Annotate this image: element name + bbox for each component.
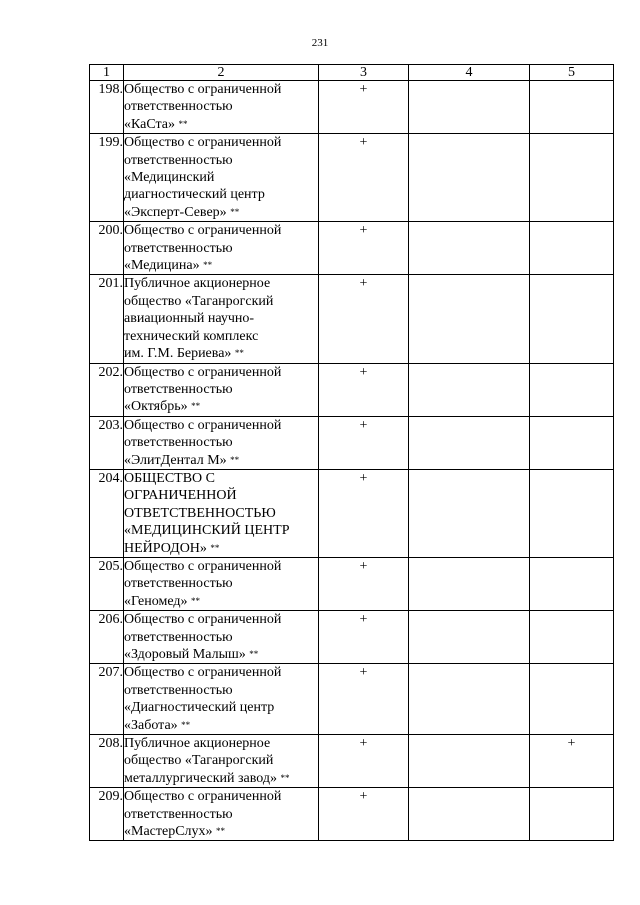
row-number: 204. [90, 469, 124, 557]
organization-name [124, 81, 319, 134]
row-number: 201. [90, 275, 124, 363]
organization-name-line [124, 398, 318, 415]
organization-name-line [124, 381, 318, 398]
organization-name-line [124, 345, 318, 362]
row-number: 206. [90, 611, 124, 664]
table-row [90, 416, 614, 469]
organization-name-line [124, 593, 318, 610]
organization-name-text: ОБЩЕСТВО С [124, 470, 215, 486]
column-3-mark: + [319, 557, 409, 610]
footnote-marker: ** [234, 348, 244, 359]
column-4-mark [409, 416, 530, 469]
column-header-4: 4 [409, 65, 530, 81]
organization-name [124, 664, 319, 735]
header-row [90, 65, 614, 81]
organization-name [124, 735, 319, 788]
organization-name-text: ответственностью [124, 682, 233, 698]
organization-name-text: «МастерСлух» [124, 824, 213, 840]
table-row [90, 275, 614, 363]
column-5-mark [530, 416, 614, 469]
organization-name-text: им. Г.М. Бериева» [124, 346, 232, 362]
organization-name-line [124, 116, 318, 133]
organization-name-line [124, 699, 318, 716]
column-4-mark [409, 557, 530, 610]
column-5-mark [530, 275, 614, 363]
organization-name-line [124, 257, 318, 274]
organization-name-line [124, 505, 318, 522]
organization-name-text: «Эксперт-Север» [124, 204, 227, 220]
organization-name-line [124, 275, 318, 292]
organization-name-line [124, 222, 318, 239]
organization-name [124, 134, 319, 222]
column-3-mark: + [319, 664, 409, 735]
organization-name-text: «МЕДИЦИНСКИЙ ЦЕНТР [124, 523, 290, 539]
column-4-mark [409, 469, 530, 557]
organization-name [124, 416, 319, 469]
column-3-mark: + [319, 134, 409, 222]
organization-name-line [124, 328, 318, 345]
column-3-mark: + [319, 363, 409, 416]
organization-name-line [124, 204, 318, 221]
column-5-mark [530, 363, 614, 416]
footnote-marker: ** [203, 260, 213, 271]
organization-name-line [124, 152, 318, 169]
column-5-mark [530, 788, 614, 841]
organization-name [124, 363, 319, 416]
organization-name-text: Общество с ограниченной [124, 558, 282, 574]
table-row [90, 788, 614, 841]
organization-name-text: ответственностью [124, 240, 233, 256]
column-3-mark: + [319, 81, 409, 134]
column-3-mark: + [319, 275, 409, 363]
column-3-mark: + [319, 611, 409, 664]
table-row [90, 611, 614, 664]
column-4-mark [409, 664, 530, 735]
organization-name-line [124, 575, 318, 592]
organization-name-text: «Здоровый Малыш» [124, 647, 246, 662]
column-3-mark: + [319, 469, 409, 557]
row-number: 199. [90, 134, 124, 222]
organization-name-line [124, 98, 318, 115]
row-number: 202. [90, 363, 124, 416]
organization-name [124, 557, 319, 610]
organization-name-text: авиационный научно- [124, 311, 255, 327]
column-5-mark [530, 222, 614, 275]
organization-name-line [124, 522, 318, 539]
organization-name-text: общество «Таганрогский [124, 753, 274, 769]
organization-name-line [124, 682, 318, 699]
column-5-mark [530, 557, 614, 610]
organization-name-line [124, 240, 318, 257]
organization-name-text: ответственностью [124, 381, 233, 397]
row-number: 200. [90, 222, 124, 275]
row-number: 198. [90, 81, 124, 134]
organization-name [124, 611, 319, 664]
organization-name-text: ответственностью [124, 806, 233, 822]
column-4-mark [409, 363, 530, 416]
table-row [90, 222, 614, 275]
organization-name-line [124, 717, 318, 734]
column-3-mark: + [319, 735, 409, 788]
organization-name-text: «Медицина» [124, 258, 200, 274]
organization-name-line [124, 646, 318, 663]
organization-name-line [124, 81, 318, 98]
column-4-mark [409, 788, 530, 841]
organization-name-line [124, 186, 318, 203]
organization-name [124, 275, 319, 363]
column-4-mark [409, 735, 530, 788]
footnote-marker: ** [190, 595, 200, 606]
organization-name [124, 469, 319, 557]
column-4-mark [409, 222, 530, 275]
footnote-marker: ** [280, 772, 290, 783]
column-5-mark: + [530, 735, 614, 788]
footnote-marker: ** [230, 206, 240, 217]
organization-name-line [124, 788, 318, 805]
column-header-2: 2 [124, 65, 319, 81]
organization-name-text: ответственностью [124, 152, 233, 168]
footnote-marker: ** [230, 454, 240, 465]
organization-name-line [124, 169, 318, 186]
organization-name-line [124, 823, 318, 840]
column-5-mark [530, 469, 614, 557]
organization-name-text: Общество с ограниченной [124, 417, 282, 433]
footnote-marker: ** [191, 401, 201, 412]
organization-name-line [124, 434, 318, 451]
column-5-mark [530, 134, 614, 222]
organization-name-text: «ЭлитДентал М» [124, 452, 227, 468]
organization-name-text: «Забота» [124, 717, 178, 733]
footnote-marker: ** [178, 118, 188, 129]
row-number: 207. [90, 664, 124, 735]
column-4-mark [409, 81, 530, 134]
column-5-mark [530, 81, 614, 134]
organization-name-line [124, 735, 318, 752]
row-number: 209. [90, 788, 124, 841]
column-4-mark [409, 275, 530, 363]
column-5-mark [530, 664, 614, 735]
organization-name-text: Общество с ограниченной [124, 364, 282, 380]
column-3-mark: + [319, 416, 409, 469]
organization-name-text: «Октябрь» [124, 399, 188, 415]
column-4-mark [409, 134, 530, 222]
organization-name-text: Общество с ограниченной [124, 789, 282, 805]
footnote-marker: ** [210, 542, 220, 553]
column-header-1: 1 [90, 65, 124, 81]
organization-name-text: «Геномед» [124, 593, 188, 609]
column-header-5: 5 [530, 65, 614, 81]
organization-name-text: Общество с ограниченной [124, 612, 282, 628]
column-3-mark: + [319, 222, 409, 275]
organization-name-text: ответственностью [124, 435, 233, 451]
row-number: 203. [90, 416, 124, 469]
organization-name-line [124, 134, 318, 151]
organization-name-line [124, 310, 318, 327]
organization-name-text: Публичное акционерное [124, 736, 271, 752]
organization-name-text: «Диагностический центр [124, 700, 275, 716]
organization-name-text: ответственностью [124, 629, 233, 645]
organization-name-line [124, 452, 318, 469]
organization-name-line [124, 470, 318, 487]
organization-name-text: Общество с ограниченной [124, 665, 282, 681]
table-row [90, 81, 614, 134]
organization-name-text: НЕЙРОДОН» [124, 540, 207, 556]
organization-name-line [124, 540, 318, 557]
organization-name-line [124, 364, 318, 381]
organization-name-text: «КаСта» [124, 116, 176, 132]
organization-name-text: «Медицинский [124, 170, 215, 186]
organization-name-line [124, 629, 318, 646]
footnote-marker: ** [249, 649, 259, 659]
organization-name-line [124, 752, 318, 769]
organization-name-line [124, 806, 318, 823]
organization-name-text: ответственностью [124, 576, 233, 592]
organization-name-text: Общество с ограниченной [124, 135, 282, 151]
organization-name-text: диагностический центр [124, 187, 265, 203]
footnote-marker: ** [216, 826, 226, 837]
table-body [90, 81, 614, 841]
column-4-mark [409, 611, 530, 664]
organization-name-text: ответственностью [124, 99, 233, 115]
row-number: 208. [90, 735, 124, 788]
table-row [90, 134, 614, 222]
table-row [90, 363, 614, 416]
organization-name-text: технический комплекс [124, 328, 259, 344]
organization-name-text: ОТВЕТСТВЕННОСТЬЮ [124, 505, 276, 521]
organization-name-line [124, 293, 318, 310]
organization-name [124, 788, 319, 841]
organization-name-text: ОГРАНИЧЕННОЙ [124, 488, 237, 504]
table-row [90, 557, 614, 610]
registry-table [89, 64, 614, 841]
organization-name-text: общество «Таганрогский [124, 293, 274, 309]
column-3-mark: + [319, 788, 409, 841]
organization-name [124, 222, 319, 275]
row-number: 205. [90, 557, 124, 610]
table-row [90, 664, 614, 735]
table-row [90, 469, 614, 557]
organization-name-line [124, 558, 318, 575]
organization-name-text: Общество с ограниченной [124, 82, 282, 97]
organization-name-line [124, 487, 318, 504]
organization-name-text: металлургический завод» [124, 770, 277, 786]
organization-name-text: Публичное акционерное [124, 276, 271, 292]
organization-name-line [124, 770, 318, 787]
organization-name-line [124, 417, 318, 434]
organization-name-line [124, 611, 318, 628]
footnote-marker: ** [181, 719, 191, 730]
page-number: 231 [311, 37, 329, 49]
table-row [90, 735, 614, 788]
organization-name-text: Общество с ограниченной [124, 223, 282, 239]
organization-name-line [124, 664, 318, 681]
column-header-3: 3 [319, 65, 409, 81]
column-5-mark [530, 611, 614, 664]
